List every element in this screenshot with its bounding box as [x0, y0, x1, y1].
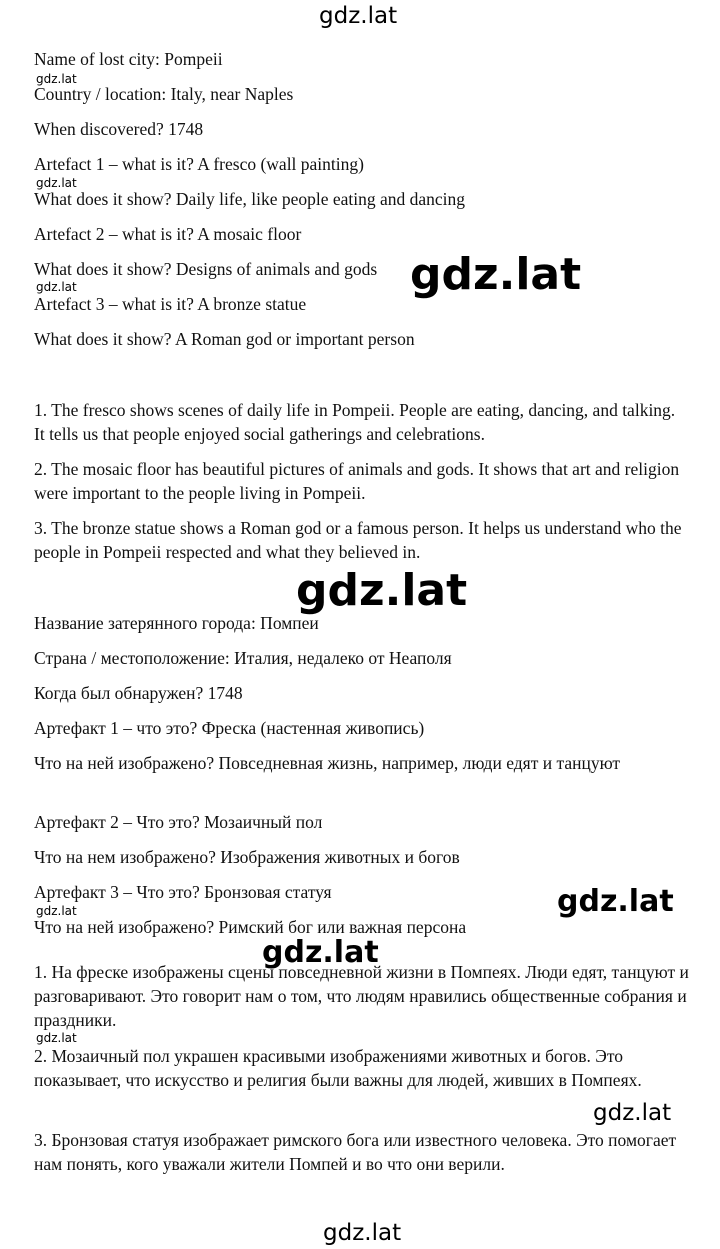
en-field-artefact-3: Artefact 3 – what is it? A bronze statue — [34, 294, 307, 314]
watermark-large-1: gdz.lat — [410, 249, 582, 300]
en-paragraph-2: 2. The mosaic floor has beautiful pictures of animals and gods. It shows that art and religion were important to the people living in Pompeii. — [34, 459, 680, 503]
en-field-location: Country / location: Italy, near Naples — [34, 84, 294, 104]
en-field-artefact-2: Artefact 2 – what is it? A mosaic floor — [34, 224, 302, 244]
ru-field-artefact-2: Артефакт 2 – Что это? Мозаичный пол — [34, 812, 323, 832]
ru-field-location: Страна / местоположение: Италия, недалеко от Неаполя — [34, 648, 452, 668]
en-paragraph-3: 3. The bronze statue shows a Roman god or a famous person. It helps us understand who the people in Pompeii respected and what they believed in. — [34, 518, 682, 562]
watermark-small-3: gdz.lat — [36, 280, 77, 294]
watermark-mid-right: gdz.lat — [593, 1100, 672, 1126]
watermark-small-2: gdz.lat — [36, 176, 77, 190]
en-field-artefact-1: Artefact 1 – what is it? A fresco (wall painting) — [34, 154, 364, 174]
ru-field-artefact-2-shows: Что на нем изображено? Изображения животных и богов — [34, 847, 460, 867]
watermark-small-4: gdz.lat — [36, 904, 77, 918]
watermark-large-4: gdz.lat — [262, 935, 379, 970]
watermark-large-2: gdz.lat — [296, 565, 468, 616]
ru-field-artefact-1: Артефакт 1 – что это? Фреска (настенная живопись) — [34, 718, 425, 738]
watermark-large-3: gdz.lat — [557, 884, 674, 919]
ru-field-artefact-3: Артефакт 3 – Что это? Бронзовая статуя — [34, 882, 332, 902]
en-field-artefact-3-shows: What does it show? A Roman god or important person — [34, 329, 415, 349]
watermark-bottom: gdz.lat — [323, 1220, 402, 1246]
en-field-city: Name of lost city: Pompeii — [34, 49, 223, 69]
en-paragraph-1: 1. The fresco shows scenes of daily life in Pompeii. People are eating, dancing, and talking. It tells us that people enjoyed social gatherings and celebrations. — [34, 400, 676, 444]
ru-field-discovered: Когда был обнаружен? 1748 — [34, 683, 243, 703]
en-field-artefact-2-shows: What does it show? Designs of animals and gods — [34, 259, 378, 279]
ru-paragraph-1: 1. На фреске изображены сцены повседневной жизни в Помпеях. Люди едят, танцуют и разговаривают. Это говорит нам о том, что людям нравились общественные собрания и праздники. — [34, 962, 689, 1030]
watermark-top: gdz.lat — [319, 3, 398, 29]
watermark-small-5: gdz.lat — [36, 1031, 77, 1045]
ru-paragraph-3: 3. Бронзовая статуя изображает римского бога или известного человека. Это помогает нам понять, кого уважали жители Помпей и во что они верили. — [34, 1130, 677, 1174]
en-field-discovered: When discovered? 1748 — [34, 119, 204, 139]
watermark-small-1: gdz.lat — [36, 72, 77, 86]
ru-paragraph-2: 2. Мозаичный пол украшен красивыми изображениями животных и богов. Это показывает, что искусство и религия были важны для людей, живших в Помпеях. — [34, 1046, 642, 1090]
ru-field-artefact-1-shows: Что на ней изображено? Повседневная жизнь, например, люди едят и танцуют — [34, 753, 621, 773]
ru-field-artefact-3-shows: Что на ней изображено? Римский бог или важная персона — [34, 917, 467, 937]
ru-field-city: Название затерянного города: Помпеи — [34, 613, 319, 633]
en-field-artefact-1-shows: What does it show? Daily life, like people eating and dancing — [34, 189, 466, 209]
